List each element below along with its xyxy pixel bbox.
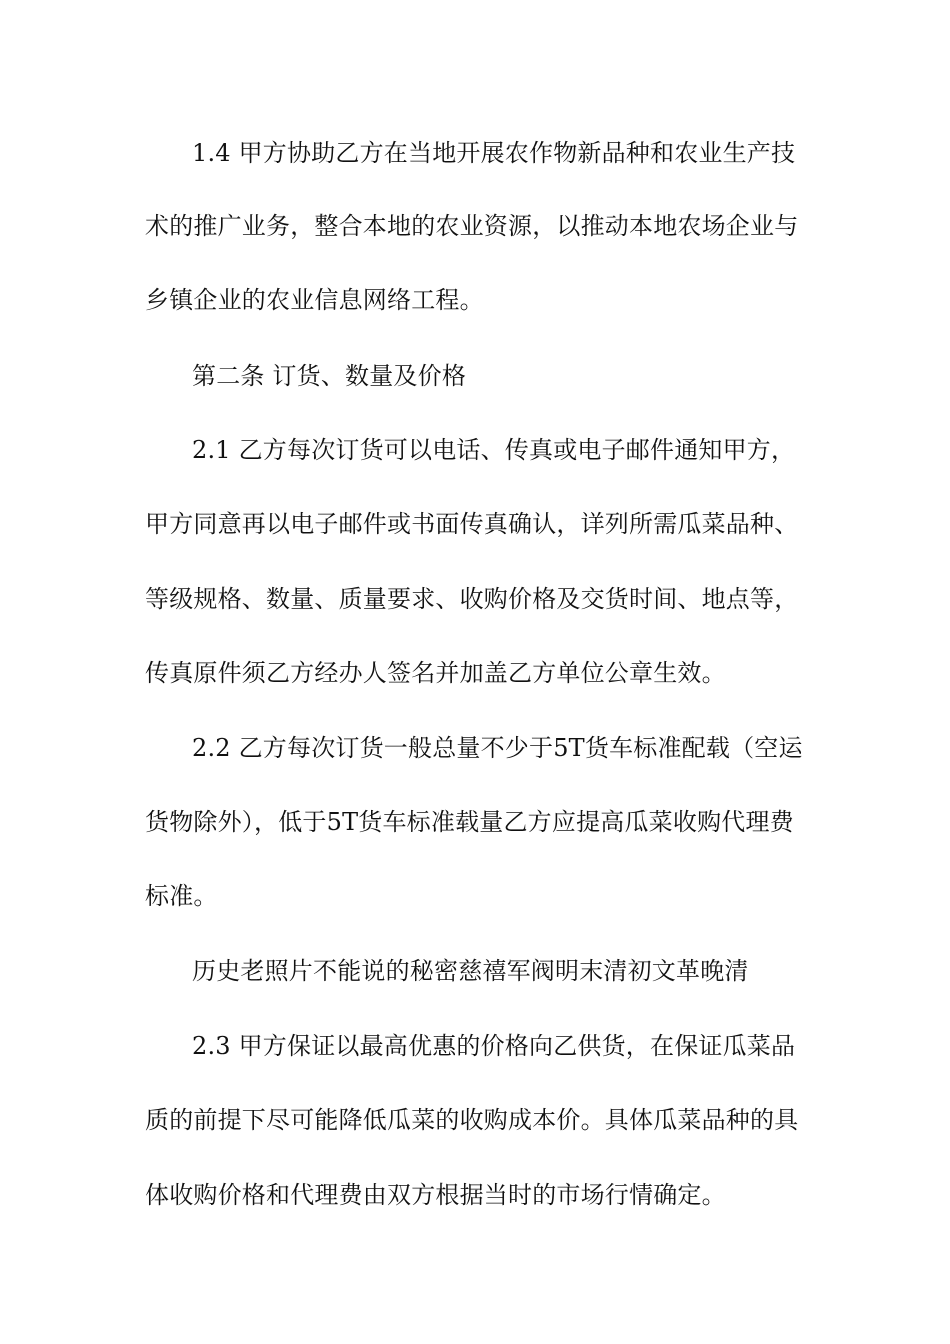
paragraph-1-4-line-1: 1.4 甲方协助乙方在当地开展农作物新品种和农业生产技 <box>192 139 796 167</box>
section-heading-article-2: 第二条 订货、数量及价格 <box>192 362 467 390</box>
paragraph-2-1-line-3: 等级规格、数量、质量要求、收购价格及交货时间、地点等， <box>145 585 799 613</box>
paragraph-1-4-line-2: 术的推广业务，整合本地的农业资源，以推动本地农场企业与 <box>145 212 799 240</box>
paragraph-2-3-line-3: 体收购价格和代理费由双方根据当时的市场行情确定。 <box>145 1181 726 1209</box>
paragraph-2-3-line-1: 2.3 甲方保证以最高优惠的价格向乙供货，在保证瓜菜品 <box>192 1032 796 1060</box>
paragraph-2-2-line-2: 货物除外），低于5T货车标准载量乙方应提高瓜菜收购代理费 <box>145 808 794 836</box>
paragraph-2-1-line-1: 2.1 乙方每次订货可以电话、传真或电子邮件通知甲方， <box>192 436 796 464</box>
paragraph-2-1-line-4: 传真原件须乙方经办人签名并加盖乙方单位公章生效。 <box>145 659 726 687</box>
paragraph-2-1-line-2: 甲方同意再以电子邮件或书面传真确认，详列所需瓜菜品种、 <box>145 510 799 538</box>
paragraph-2-3-line-2: 质的前提下尽可能降低瓜菜的收购成本价。具体瓜菜品种的具 <box>145 1106 799 1134</box>
paragraph-2-2-line-3: 标准。 <box>145 882 218 910</box>
paragraph-1-4-line-3: 乡镇企业的农业信息网络工程。 <box>145 286 484 314</box>
inserted-text-line: 历史老照片不能说的秘密慈禧军阀明末清初文革晚清 <box>192 957 749 985</box>
paragraph-2-2-line-1: 2.2 乙方每次订货一般总量不少于5T货车标准配载（空运 <box>192 734 803 762</box>
